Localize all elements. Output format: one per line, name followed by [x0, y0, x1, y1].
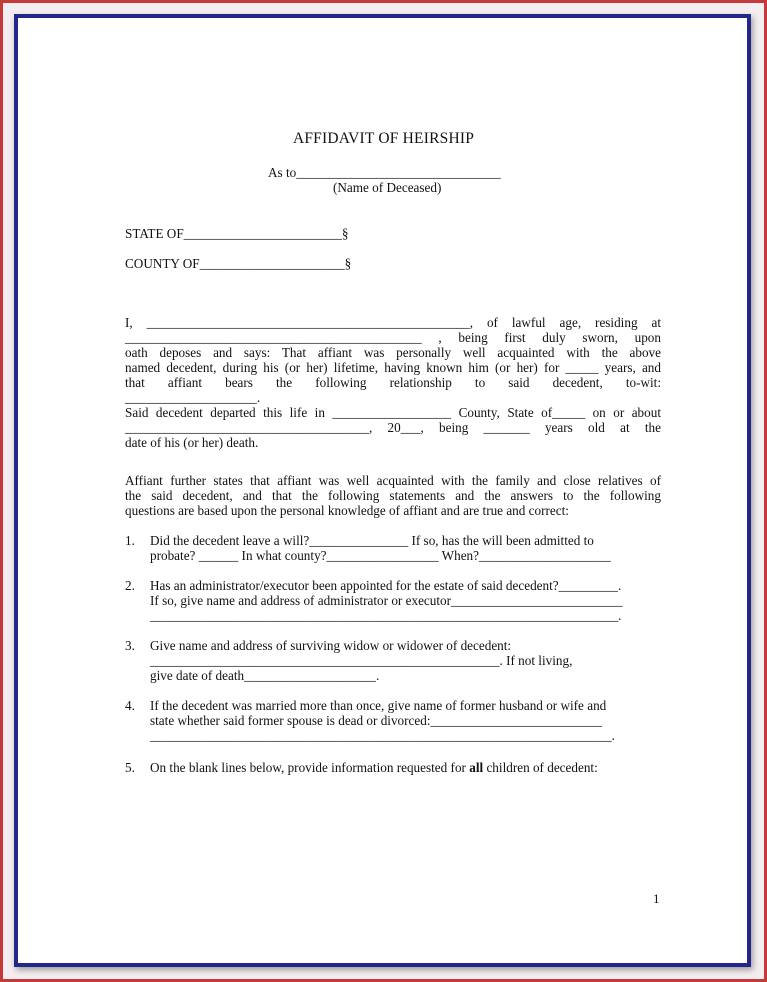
intro-line: I, _________________________________________________, of lawful age, residing at — [125, 315, 661, 330]
question-3-line: _____________________________________________________. If not living, — [150, 653, 573, 668]
intro-line: Said decedent departed this life in __________________ County, State of_____ on or about — [125, 405, 661, 420]
as-to-caption: (Name of Deceased) — [333, 180, 442, 195]
question-5-line — [150, 760, 598, 775]
question-4-line: state whether said former spouse is dead or divorced:__________________________ — [150, 713, 602, 728]
intro-line: _____________________________________________ , being first duly sworn, upon — [125, 330, 661, 345]
question-3-line: give date of death____________________. — [150, 668, 380, 683]
question-5-text-bold: all — [469, 760, 484, 775]
further-line: Affiant further states that affiant was well acquainted with the family and close relatives of — [125, 473, 661, 488]
question-1-line: probate? ______ In what county?_________________ When?____________________ — [150, 548, 611, 563]
question-2-line: _______________________________________________________________________. — [150, 608, 622, 623]
intro-line: _____________________________________, 20___, being _______ years old at the — [125, 420, 661, 435]
question-4-line: If the decedent was married more than once, give name of former husband or wife and — [150, 698, 607, 713]
question-number: 4. — [125, 698, 135, 713]
intro-line: oath deposes and says: That affiant was personally well acquainted with the above — [125, 345, 661, 360]
intro-line: that affiant bears the following relationship to said decedent, to-wit: — [125, 375, 661, 390]
state-line: STATE OF________________________§ — [125, 226, 349, 241]
as-to-line: As to_______________________________ — [268, 165, 501, 180]
question-number: 2. — [125, 578, 135, 593]
intro-line: date of his (or her) death. — [125, 435, 259, 450]
question-number: 3. — [125, 638, 135, 653]
question-1-line: Did the decedent leave a will?_______________ If so, has the will been admitted to — [150, 533, 594, 548]
question-5-text-before: On the blank lines below, provide information requested for — [150, 760, 470, 775]
further-line: the said decedent, and that the following statements and the answers to the following — [125, 488, 661, 503]
intro-line: named decedent, during his (or her) lifetime, having known him (or her) for _____ years, and — [125, 360, 661, 375]
further-line: questions are based upon the personal knowledge of affiant and are true and correct: — [125, 503, 569, 518]
intro-line: ____________________. — [125, 390, 261, 405]
question-3-line: Give name and address of surviving widow or widower of decedent: — [150, 638, 512, 653]
question-number: 1. — [125, 533, 135, 548]
document-title: AFFIDAVIT OF HEIRSHIP — [292, 130, 475, 147]
question-number: 5. — [125, 760, 135, 775]
question-2-line: If so, give name and address of administrator or executor__________________________ — [150, 593, 623, 608]
question-4-line: ______________________________________________________________________. — [150, 728, 615, 743]
question-2-line: Has an administrator/executor been appointed for the estate of said decedent?_________. — [150, 578, 622, 593]
county-line: COUNTY OF______________________§ — [125, 256, 352, 271]
question-5-text-after: children of decedent: — [483, 760, 598, 775]
page-number: 1 — [653, 891, 660, 906]
